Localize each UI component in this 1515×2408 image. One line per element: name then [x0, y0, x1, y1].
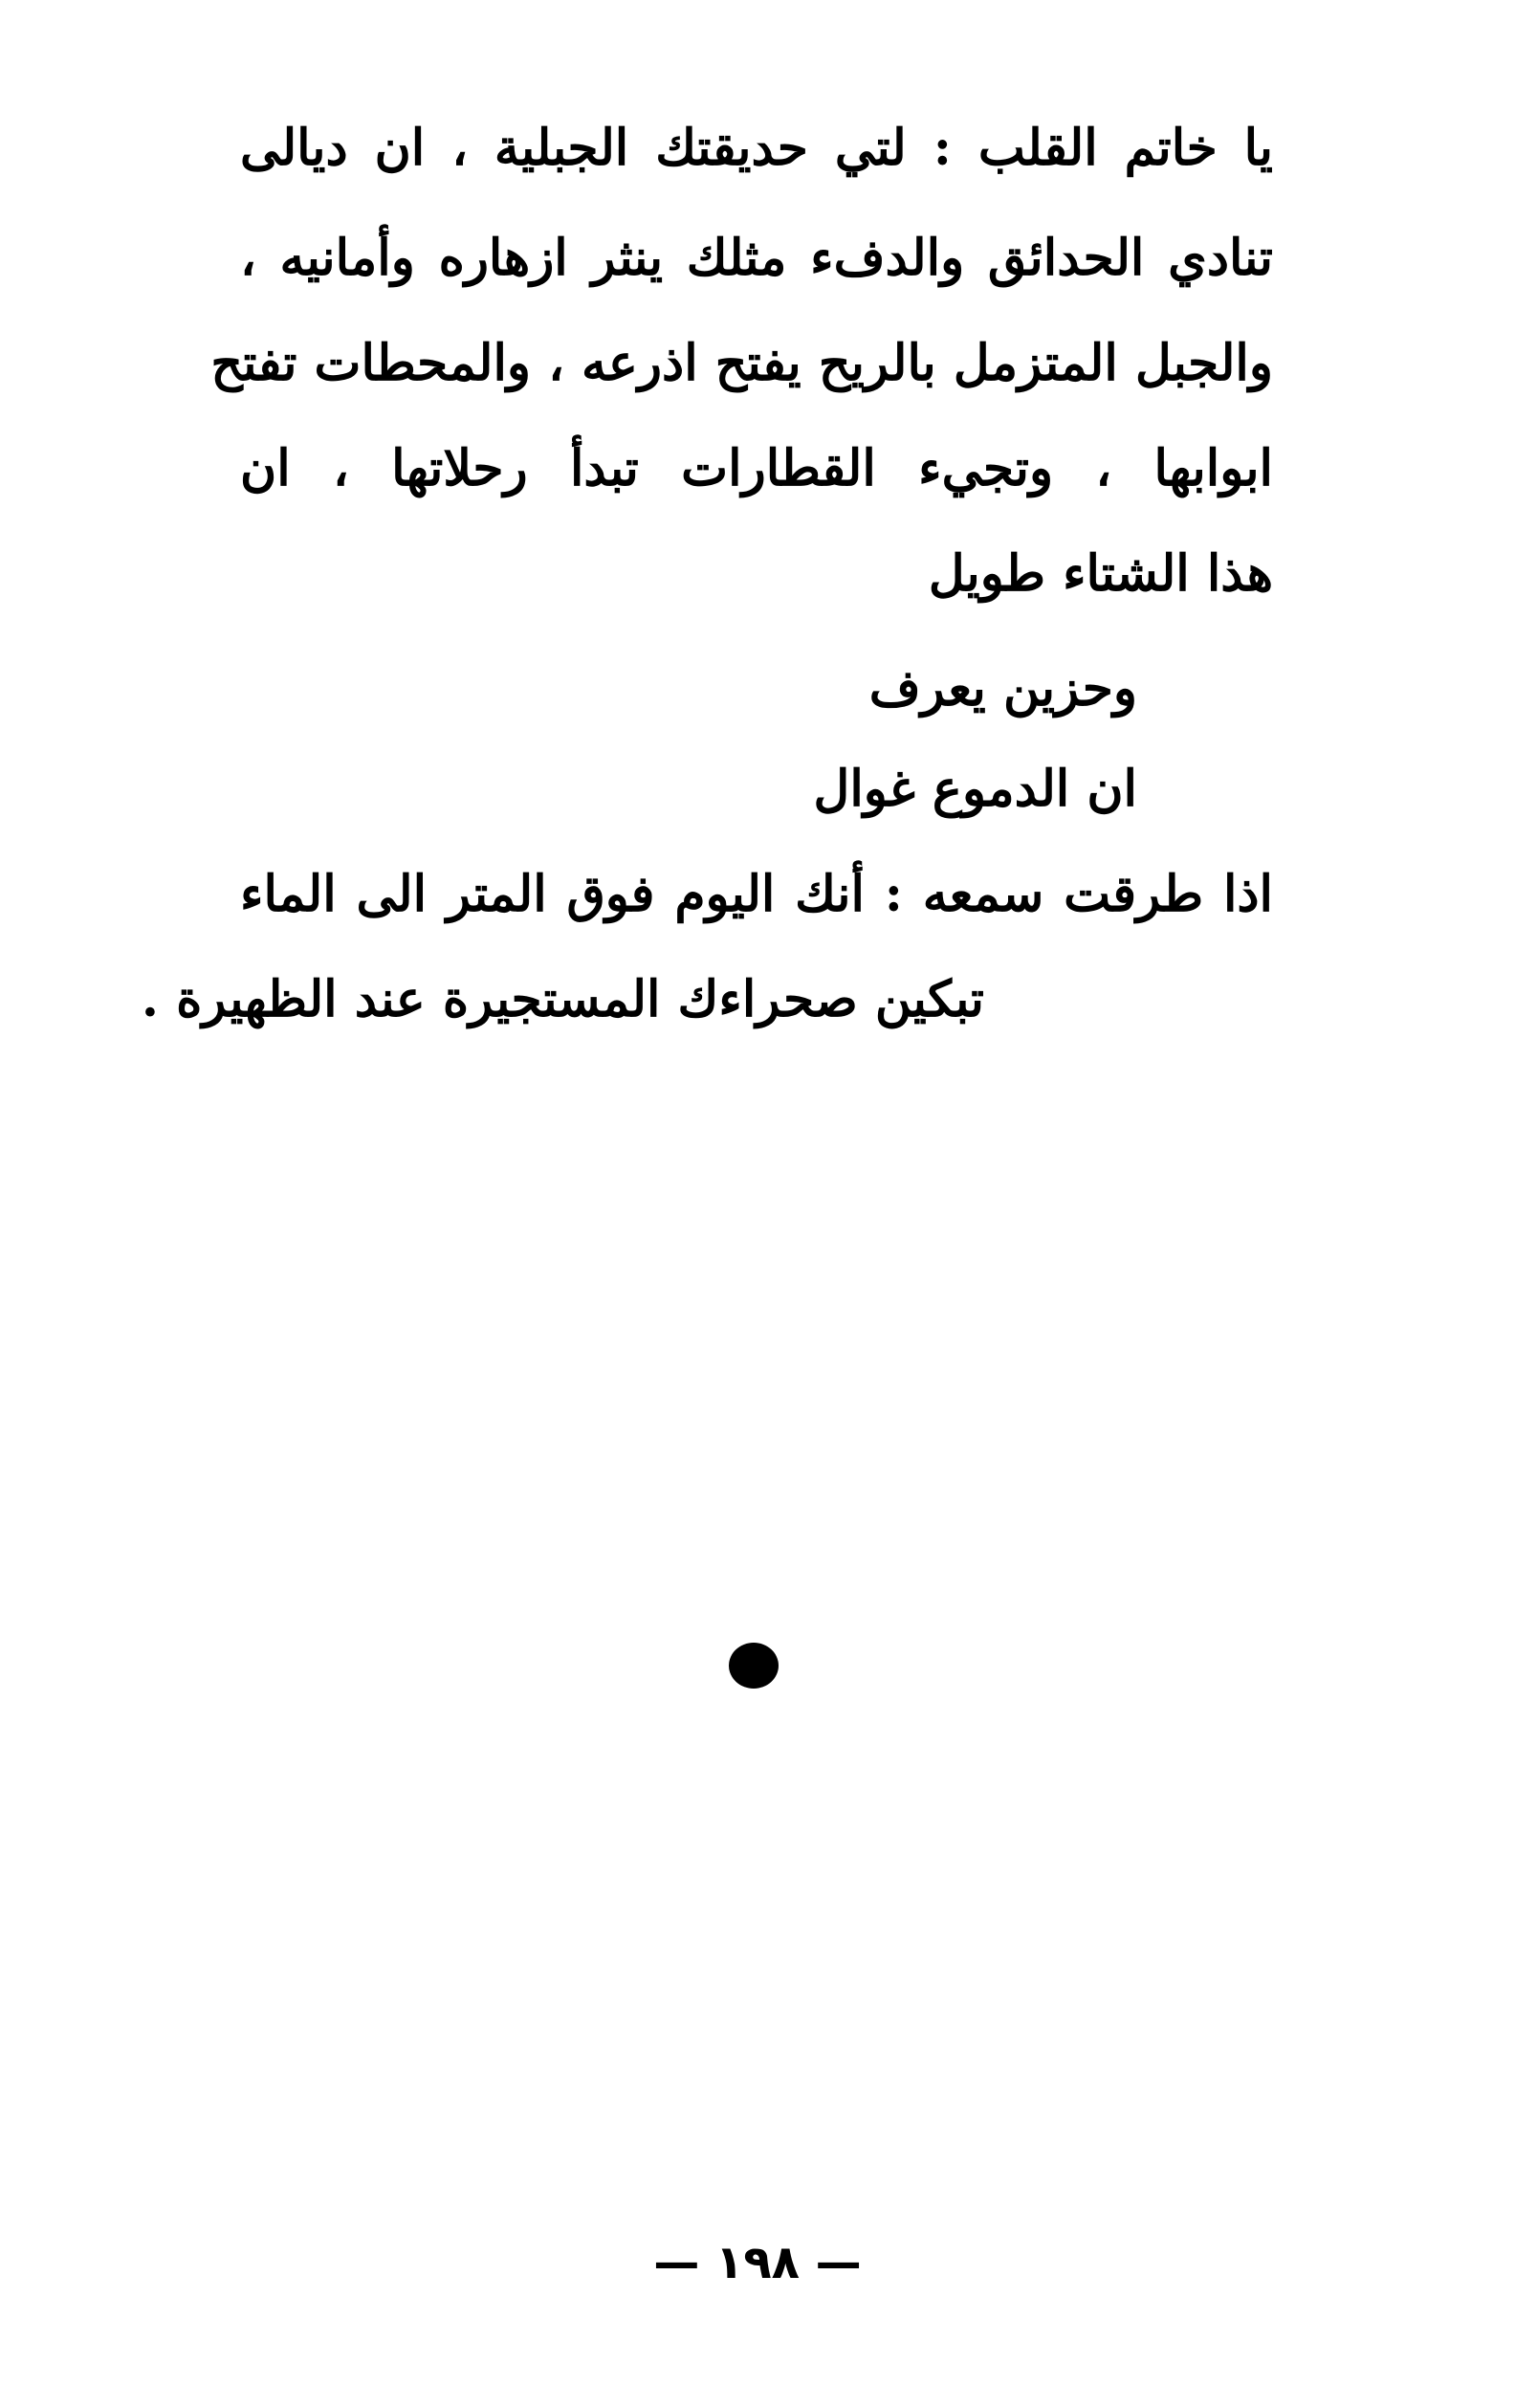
- body-text-line: تنادي الحدائق والدفء مثلك ينثر ازهاره وأمانيه ،: [240, 229, 1273, 287]
- verse-line: وحزين يعرف: [868, 659, 1137, 718]
- closing-text-line: تبكين صحراءك المستجيرة عند الظهيرة .: [141, 970, 984, 1028]
- verse-line: ان الدموع غوال: [813, 760, 1137, 818]
- section-end-dot: [729, 1643, 779, 1689]
- page-number: — ١٩٨ —: [653, 2236, 862, 2289]
- body-text-line: هذا الشتاء طويل: [928, 544, 1273, 603]
- body-text-line: والجبل المتزمل بالريح يفتح اذرعه ، والمحطات تفتح: [210, 334, 1273, 392]
- body-text-line: يا خاتم القلب : لتي حديقتك الجبلية ، ان ديالى: [240, 119, 1273, 177]
- body-text-line: ابوابها ، وتجيء القطارات تبدأ رحلاتها ، ان: [240, 439, 1273, 497]
- closing-text-line: اذا طرقت سمعه : أنك اليوم فوق المتر الى الماء: [240, 865, 1273, 923]
